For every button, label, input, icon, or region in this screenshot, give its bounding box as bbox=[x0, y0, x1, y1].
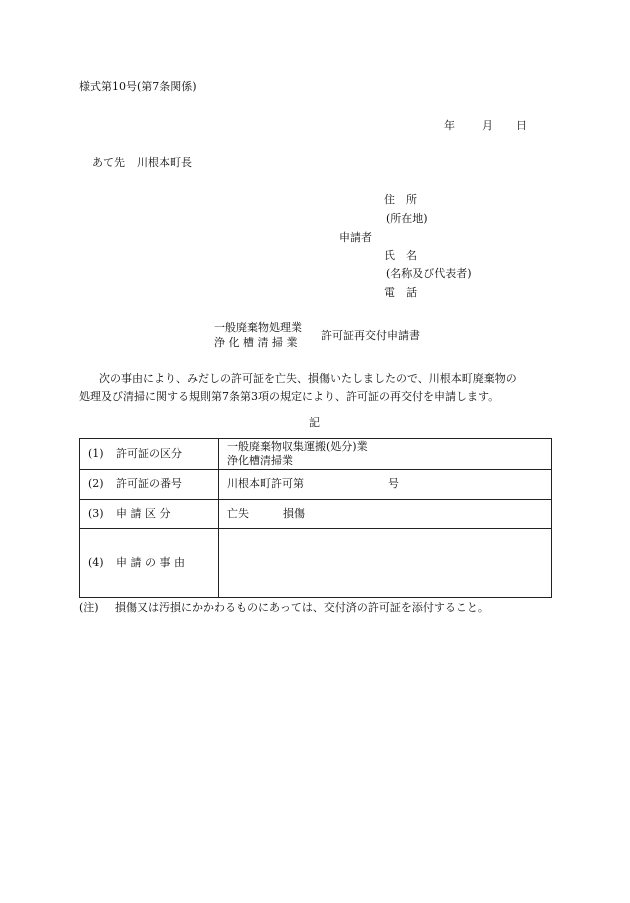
permit-number-prefix: 川根本町許可第 bbox=[227, 477, 304, 491]
row-label: 許可証の区分 bbox=[116, 446, 182, 460]
body-text-line-2: 処理及び清掃に関する規則第7条第3項の規定により、許可証の再交付を申請します。 bbox=[79, 390, 500, 403]
title-business-type-2: 浄 化 槽 清 掃 業 bbox=[214, 336, 298, 349]
row-number: (1) bbox=[88, 446, 104, 460]
row-label: 申 請 区 分 bbox=[116, 506, 171, 520]
applicant-phone-label: 電 話 bbox=[384, 286, 417, 299]
application-table bbox=[79, 438, 552, 598]
table-row bbox=[80, 529, 552, 598]
row-value-cell bbox=[219, 439, 552, 470]
permit-number-suffix: 号 bbox=[388, 477, 399, 491]
applicant-address-label: 住 所 bbox=[384, 193, 417, 206]
row-number: (4) bbox=[88, 555, 104, 569]
row-label: 許可証の番号 bbox=[116, 477, 182, 491]
row-label-cell bbox=[80, 439, 219, 470]
date-year-label: 年 bbox=[444, 119, 455, 132]
row-value-cell bbox=[219, 500, 552, 529]
table-row bbox=[80, 500, 552, 529]
addressee-label: あて先 bbox=[92, 156, 125, 169]
date-month-label: 月 bbox=[482, 119, 493, 132]
applicant-label: 申請者 bbox=[339, 231, 372, 244]
title-business-type-1: 一般廃棄物処理業 bbox=[214, 321, 302, 334]
permit-category-option-1: 一般廃棄物収集運搬(処分)業 bbox=[227, 439, 368, 453]
request-type-lost: 亡失 bbox=[227, 506, 249, 520]
document-title: 許可証再交付申請書 bbox=[321, 329, 420, 342]
applicant-address-sublabel: (所在地) bbox=[386, 212, 428, 225]
reason-field[interactable] bbox=[219, 529, 552, 598]
body-text-line-1: 次の事由により、みだしの許可証を亡失、損傷いたしましたので、川根本町廃棄物の bbox=[99, 372, 517, 385]
date-day-label: 日 bbox=[516, 119, 527, 132]
row-label-cell bbox=[80, 529, 219, 598]
permit-category-option-2: 浄化槽清掃業 bbox=[227, 454, 293, 467]
row-label: 申 請 の 事 由 bbox=[116, 555, 185, 569]
note-label: (注) bbox=[79, 601, 99, 614]
row-number: (3) bbox=[88, 506, 104, 520]
row-label-cell bbox=[80, 470, 219, 500]
addressee-name: 川根本町長 bbox=[137, 156, 192, 169]
note-text: 損傷又は汚損にかかわるものにあっては、交付済の許可証を添付すること。 bbox=[115, 601, 489, 614]
applicant-name-sublabel: (名称及び代表者) bbox=[386, 267, 472, 280]
ki-heading: 記 bbox=[309, 416, 320, 429]
request-type-damaged: 損傷 bbox=[283, 506, 305, 520]
table-row bbox=[80, 439, 552, 470]
row-number: (2) bbox=[88, 477, 104, 491]
applicant-name-label: 氏 名 bbox=[384, 249, 417, 262]
form-number: 様式第10号(第7条関係) bbox=[79, 80, 197, 93]
row-value-cell bbox=[219, 470, 552, 500]
table-row bbox=[80, 470, 552, 500]
row-label-cell bbox=[80, 500, 219, 529]
